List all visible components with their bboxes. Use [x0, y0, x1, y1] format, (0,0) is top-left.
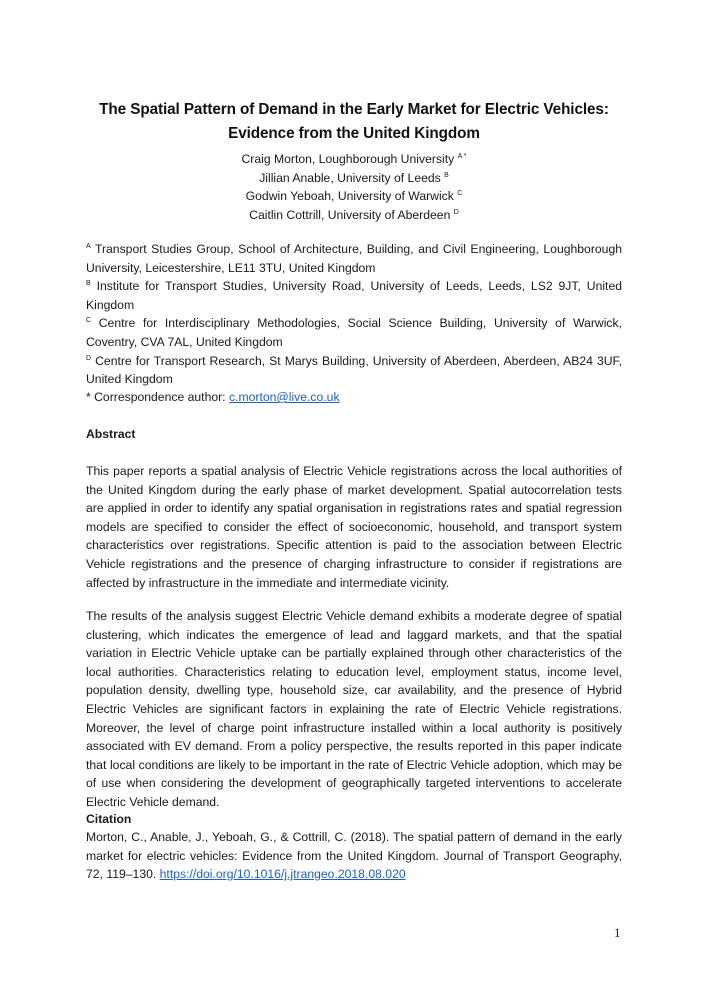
author-marker: D — [453, 208, 459, 216]
affiliation-marker: C — [86, 317, 92, 325]
affiliation-text: Institute for Transport Studies, University Road, University of Leeds, Leeds, LS2 9JT, United Kingdom — [86, 279, 622, 312]
citation-reference: Morton, C., Anable, J., Yeboah, G., & Cottrill, C. (2018). The spatial pattern of demand in the early market for electric vehicles: Evidence from the United Kingdom. Journal of Transport Geography, 72, 119–130. — [86, 830, 622, 882]
title-line-2: Evidence from the United Kingdom — [228, 125, 480, 142]
page-number: 1 — [614, 925, 621, 940]
correspondence-line — [86, 388, 340, 407]
affiliation-entry — [86, 352, 622, 389]
author-marker: B — [444, 171, 449, 179]
author-name: Craig Morton, Loughborough University — [241, 152, 455, 166]
correspondence-label: * Correspondence author: — [86, 390, 229, 404]
affiliation-text: Centre for Transport Research, St Marys Building, University of Aberdeen, Aberdeen, AB24 3UF, United Kingdom — [86, 353, 623, 387]
affiliation-entry — [86, 314, 622, 351]
correspondence-email-link[interactable]: c.morton@live.co.uk — [228, 390, 340, 404]
affiliation-list — [86, 240, 622, 389]
citation-heading: Citation — [86, 812, 132, 826]
author-name: Caitlin Cottrill, University of Aberdeen — [249, 207, 451, 222]
title-line-1: The Spatial Pattern of Demand in the Early Market for Electric Vehicles: — [99, 101, 609, 118]
author-entry — [86, 206, 622, 225]
paper-title — [86, 98, 622, 146]
author-entry — [86, 150, 622, 169]
author-name: Godwin Yeboah, University of Warwick — [245, 189, 454, 204]
affiliation-marker: A — [86, 243, 91, 250]
author-name: Jillian Anable, University of Leeds — [259, 170, 441, 185]
author-marker: A * — [457, 153, 467, 160]
author-marker: C — [457, 190, 463, 198]
citation-text — [86, 828, 622, 884]
abstract-heading: Abstract — [86, 427, 136, 441]
author-list — [86, 150, 622, 224]
affiliation-marker: B — [86, 280, 91, 288]
author-entry — [86, 169, 622, 188]
affiliation-entry — [86, 240, 622, 277]
affiliation-text: Centre for Interdisciplinary Methodologies, Social Science Building, University of Warwick, Coventry, CVA 7AL, United Kingdom — [86, 316, 622, 349]
abstract-paragraph-2: The results of the analysis suggest Electric Vehicle demand exhibits a moderate degree of spatial clustering, which indicates the emergence of lead and laggard markets, and that the spatial variation in Electric Vehicle uptake can be partially explained through other characteristics of the local authorities. Characteristics relating to education level, employment status, income level, population density, dwelling type, household size, car availability, and the presence of Hybrid Electric Vehicles are significant factors in explaining the rate of Electric Vehicle registrations. Moreover, the level of charge point infrastructure installed within a local authority is positively associated with EV demand. From a policy perspective, the results reported in this paper indicate that local conditions are likely to be important in the rate of Electric Vehicle adoption, which may be of use when considering the development of geographically targeted interventions to accelerate Electric Vehicle demand. — [86, 609, 622, 809]
doi-link[interactable]: https://doi.org/10.1016/j.jtrangeo.2018.08.020 — [159, 867, 406, 882]
affiliation-entry — [86, 277, 622, 314]
affiliation-text: Transport Studies Group, School of Architecture, Building, and Civil Engineering, Loughborough University, Leicestershire, LE11 3TU, United Kingdom — [86, 242, 623, 275]
abstract-paragraph-1: This paper reports a spatial analysis of Electric Vehicle registrations across the local authorities of the United Kingdom during the early phase of market development. Spatial autocorrelation tests are applied in order to identify any spatial organisation in registrations rates and spatial regression models are specified to consider the effect of socioeconomic, household, and transport system characteristics over registrations. Specific attention is paid to the association between Electric Vehicle registrations and the presence of charging infrastructure to consider if registrations are affected by infrastructure in the immediate and intermediate vicinity. — [86, 464, 622, 590]
author-entry — [86, 187, 622, 206]
affiliation-marker: D — [86, 354, 92, 362]
